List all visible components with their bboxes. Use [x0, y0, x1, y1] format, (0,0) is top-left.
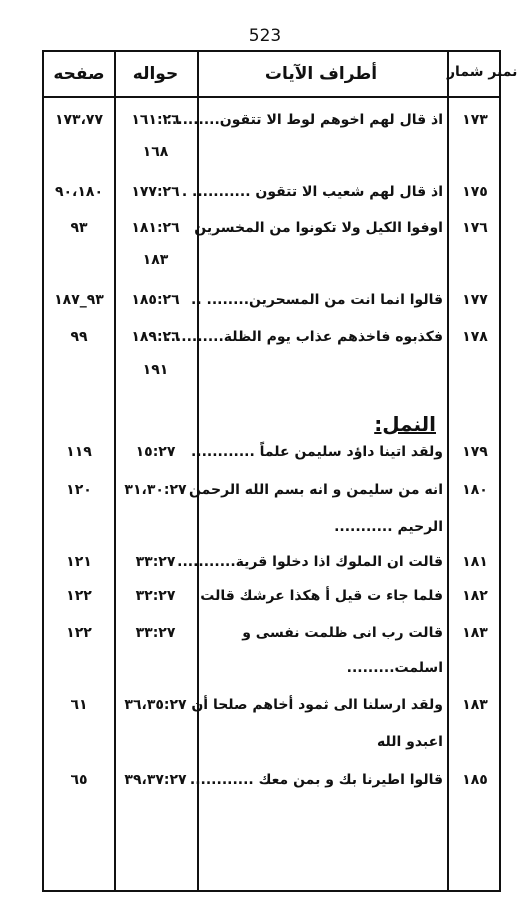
verse-cell: قالوا انما انت من المسحرين........ ..	[191, 292, 443, 308]
column-divider	[447, 52, 449, 890]
header-verses: أطراف الآيات	[264, 64, 378, 84]
verse-cell: فكذبوه فاخذهم عذاب يوم الظلة...........	[165, 329, 443, 345]
verse-cell: قالت ان الملوك اذا دخلوا قرية...........	[177, 554, 443, 570]
verse-cell: اذ قال لهم شعيب الا تتقون ........... .	[181, 184, 443, 200]
page-cell: ٩٩	[70, 329, 88, 345]
page-cell: ٦١	[70, 697, 88, 713]
reference-cell: ١٨٥:٢٦	[131, 292, 180, 308]
verse-cell: فلما جاء ت قيل أ هكذا عرشك قالت	[200, 588, 443, 604]
column-divider	[114, 52, 116, 890]
header-page: صفحه	[53, 64, 105, 84]
number-cell: ١٨٣	[462, 625, 488, 641]
reference-cell: ١٨٩:٢٦	[131, 329, 180, 345]
verse-cell: اذ قال لهم اخوهم لوط الا تتقون..........	[166, 112, 443, 128]
page-cell: ١١٩	[66, 444, 92, 460]
page-cell: ٩٣	[70, 220, 88, 236]
verse-cell: اوفوا الكيل ولا تكونوا من المخسرين	[194, 220, 443, 236]
reference-cell: ٣٦،٣٥:٢٧	[124, 697, 187, 713]
number-cell: ١٨٠	[462, 482, 488, 498]
number-cell: ١٧٩	[462, 444, 488, 460]
number-cell: ١٧٧	[462, 292, 488, 308]
verse-cell: اسلمت.........	[346, 660, 443, 676]
number-cell: ١٧٣	[462, 112, 488, 128]
number-cell: ١٧٨	[462, 329, 488, 345]
reference-cell: ١٨٣	[142, 252, 169, 268]
page-cell: ١٢٠	[66, 482, 92, 498]
reference-cell: ٣٣:٢٧	[135, 554, 176, 570]
verse-cell: ولقد ارسلنا الى ثمود أخاهم صلحا أن	[191, 697, 443, 713]
reference-cell: ١٦١:٢٦	[131, 112, 180, 128]
index-table	[42, 50, 518, 892]
verse-cell: الرحيم ...........	[334, 519, 443, 535]
verse-cell: اعبدو الله	[376, 734, 443, 750]
verse-cell: قالت رب انى ظلمت نفسى و	[242, 625, 443, 641]
reference-cell: ٣٩،٣٧:٢٧	[124, 772, 187, 788]
header-reference: حواله	[132, 64, 179, 84]
header-divider	[44, 96, 499, 98]
column-divider	[197, 52, 199, 890]
reference-cell: ١٥:٢٧	[135, 444, 176, 460]
page-cell: ٩٣_١٨٧	[54, 292, 104, 308]
number-cell: ١٧٥	[462, 184, 488, 200]
verse-cell: انه من سليمن و انه بسم الله الرحمن	[189, 482, 443, 498]
verse-cell: ولقد اتينا داؤد سليمن علماً ............	[190, 444, 443, 460]
number-cell: ١٨٢	[462, 588, 488, 604]
reference-cell: ١٨١:٢٦	[131, 220, 180, 236]
page-cell: ١٧٣،٧٧	[54, 112, 104, 128]
page-cell: ٦٥	[70, 772, 88, 788]
verse-cell: قالوا اطيرنا بك و بمن معك ............	[189, 772, 443, 788]
page-cell: ٩٠،١٨٠	[54, 184, 104, 200]
reference-cell: ٣٢:٢٧	[135, 588, 176, 604]
number-cell: ١٧٦	[462, 220, 488, 236]
reference-cell: ٣١،٣٠:٢٧	[124, 482, 187, 498]
number-cell: ١٨٥	[462, 772, 488, 788]
page-number: 523	[248, 26, 282, 46]
page-cell: ١٢١	[66, 554, 92, 570]
number-cell: ١٨٣	[462, 697, 488, 713]
header-number: نمبر شمار	[447, 64, 518, 80]
page-cell: ١٢٢	[66, 588, 92, 604]
reference-cell: ١٩١	[142, 362, 169, 378]
reference-cell: ٣٣:٢٧	[135, 625, 176, 641]
number-cell: ١٨١	[462, 554, 488, 570]
surah-heading: النمل:	[374, 412, 436, 436]
reference-cell: ١٧٧:٢٦	[131, 184, 180, 200]
reference-cell: ١٦٨	[142, 144, 169, 160]
page-cell: ١٢٢	[66, 625, 92, 641]
